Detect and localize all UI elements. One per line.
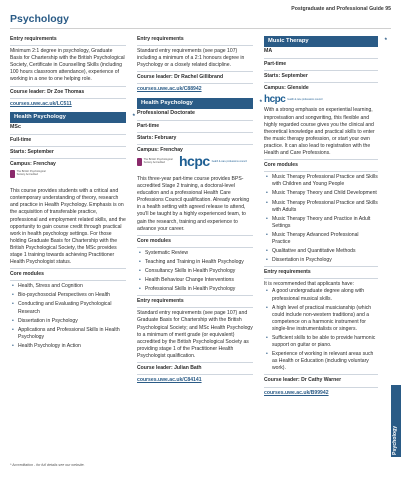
course-campus: Campus: Frenchay: [137, 146, 183, 153]
course-title: Health Psychology: [141, 99, 193, 106]
course-leader: Course leader: Dr Cathy Warner: [264, 377, 342, 384]
hcpc-subtitle: health & care professions council: [211, 159, 247, 163]
course-starts: Starts: September: [10, 148, 54, 155]
course-leader: Course leader: Dr Rachel Gillibrand: [137, 74, 224, 81]
divider: [137, 374, 253, 375]
module-item: • Teaching and Training in Health Psychology: [145, 259, 253, 266]
divider: [10, 86, 126, 87]
divider: [10, 45, 126, 46]
bps-logo: [10, 170, 46, 184]
module-item: • Bio-psychosocial Perspectives on Health: [18, 292, 126, 299]
course-title-band: [10, 112, 135, 123]
entry-heading: Entry requirements: [264, 269, 311, 276]
course-description: This course provides students with a critical and contemporary understanding of theory, research and practice in Health Psychology. Emphasis is on the acquisition of transferable practice, professional and employment related skills, and the opportunity to gain course credit through practical work in health psychology settings. For those holding Graduate Basis for Chartership with the British Psychological Society, the MSc provides stage 1 training towards achieving Practitioner Health Psychologist status.: [10, 188, 126, 266]
bps-mark-icon: [137, 158, 142, 166]
side-tab-label: Psychology: [392, 425, 398, 455]
divider: [137, 295, 253, 296]
divider: [10, 268, 126, 269]
course-link[interactable]: courses.uwe.ac.uk/C88942: [137, 86, 202, 93]
divider: [137, 307, 253, 308]
hcpc-subtitle: health & care professions council: [287, 98, 323, 102]
course-link[interactable]: courses.uwe.ac.uk/LC511: [10, 100, 72, 107]
bps-mark-icon: [10, 170, 15, 178]
module-item: • Music Therapy Professional Practice and Skills with Adults: [272, 200, 378, 214]
course-campus: Campus: Glenside: [264, 85, 309, 92]
entry-item: • A high level of practical musicianship (which could include non-western traditions) and a competence on a harmonic instrument for single-line instrumentalists or singers.: [272, 305, 378, 333]
entry-intro: It is recommended that applicants have:: [264, 281, 355, 288]
module-item: • Health, Stress and Cognition: [18, 283, 126, 290]
course-campus: Campus: Frenchay: [10, 161, 56, 168]
divider: [137, 120, 253, 121]
module-item: • Music Therapy Advanced Professional Practice: [272, 232, 378, 246]
divider: [264, 171, 378, 172]
page-title: Psychology: [10, 13, 69, 25]
entry-text-2: Standard entry requirements (see page 107) and Graduate Basis for Chartership with the British Psychological Society; and MSc Health Psychology to a minimum of merit grade (or equivalent) accredited by the British Psychological Society as providing stage 1 of the Practitioner Health Psychologist qualification.: [137, 310, 253, 359]
course-award: MSc: [10, 123, 21, 130]
course-link[interactable]: courses.uwe.ac.uk/B99942: [264, 389, 329, 396]
module-item: • Health Behaviour Change Interventions: [145, 277, 253, 284]
column-1: [10, 36, 135, 352]
course-mode: Part-time: [137, 122, 160, 129]
entry-list: [264, 288, 378, 372]
guide-header: Postgraduate and Professional Guide 95: [291, 6, 391, 12]
module-item: • Consultancy Skills in Health Psychology: [145, 268, 253, 275]
divider: [137, 247, 253, 248]
divider: [137, 362, 253, 363]
entry-item: • Experience of working in relevant areas such as Health or Education (including voluntary work).: [272, 351, 378, 372]
modules-heading: Core modules: [264, 162, 298, 169]
modules-list: [137, 250, 253, 293]
module-item: • Music Therapy Theory and Child Development: [272, 190, 378, 197]
divider: [264, 159, 378, 160]
title-divider: [10, 28, 391, 29]
divider: [264, 266, 378, 267]
module-item: • Dissertation in Psychology: [18, 318, 126, 325]
divider: [264, 82, 378, 83]
accreditation-star-icon: *: [384, 38, 387, 44]
divider: [264, 70, 378, 71]
module-item: • Conducting and Evaluating Psychological Research: [18, 301, 126, 315]
footnote: * Accreditation - for full details see our website.: [10, 463, 85, 467]
accreditation-logos: [264, 94, 378, 106]
module-item: • Music Therapy Professional Practice and Skills with Children and Young People: [272, 174, 378, 188]
divider: [10, 134, 126, 135]
modules-list: [264, 174, 378, 264]
course-title: Music Therapy: [268, 38, 309, 44]
modules-list: [10, 283, 126, 350]
accreditation-logos: [137, 152, 253, 172]
divider: [10, 146, 126, 147]
course-starts: Starts: February: [137, 134, 177, 141]
course-award: MA: [264, 48, 273, 54]
module-item: • Professional Skills in Health Psychology: [145, 286, 253, 293]
course-title-band: [264, 36, 387, 47]
divider: [10, 280, 126, 281]
module-item: • Applications and Professional Skills in Health Psychology: [18, 327, 126, 341]
divider: [137, 144, 253, 145]
column-2: [137, 36, 262, 384]
bps-logo-text: The British Psychological Society Accredited: [143, 157, 173, 164]
course-description: With a strong emphasis on experiential learning, improvisation and songwriting, this flexible and highly regarded course gives you the clinical and theoretical knowledge and practical skills to enter the music therapy profession, or start your own practice. It can also lead to registration with the Health and Care Professions.: [264, 107, 375, 157]
module-item: • Health Psychology in Action: [18, 343, 126, 350]
module-item: • Dissertation in Psychology: [272, 257, 378, 264]
entry-heading: Entry requirements: [10, 36, 57, 42]
course-title: Health Psychology: [14, 113, 66, 120]
course-leader-2: Course leader: Julian Bath: [137, 365, 202, 371]
divider: [10, 98, 126, 99]
divider: [264, 374, 378, 375]
divider: [137, 83, 253, 84]
entry-item: • A good undergraduate degree along with professional musical skills.: [272, 288, 378, 302]
bps-logo: [137, 158, 173, 172]
bps-logo-text: The British Psychological Society Accredited: [16, 170, 46, 177]
divider: [137, 71, 253, 72]
course-title-band: [137, 98, 262, 109]
divider: [264, 58, 378, 59]
hcpc-logo: [264, 94, 323, 106]
hcpc-wordmark: hcpc: [179, 152, 210, 169]
module-item: • Qualitative and Quantitative Methods: [272, 248, 378, 255]
entry-heading-2: Entry requirements: [137, 298, 184, 305]
entry-item: • Sufficient skills to be able to provide harmonic support on guitar or piano.: [272, 335, 378, 349]
hcpc-logo: [179, 152, 247, 169]
course-leader: Course leader: Dr Zoe Thomas: [10, 88, 85, 95]
divider: [137, 132, 253, 133]
course-mode: Full-time: [10, 136, 32, 143]
entry-text: Minimum 2:1 degree in psychology, Graduate Basis for Chartership with the British Psychological Society, Certificate in Counselling Skills (including 100 hours classroom attendance), experience of working in a one to one helping role.: [10, 48, 125, 83]
divider: [137, 235, 253, 236]
entry-heading: Entry requirements: [137, 36, 184, 42]
accreditation-star-icon: *: [132, 113, 135, 120]
course-link-2[interactable]: courses.uwe.ac.uk/C84141: [137, 377, 202, 384]
column-3: [264, 36, 387, 397]
course-starts: Starts: September: [264, 73, 308, 80]
accreditation-star-icon: *: [259, 99, 262, 106]
hcpc-wordmark: hcpc: [264, 94, 286, 106]
entry-text: Standard entry requirements (see page 107) including a minimum of a 2:1 honours degree in Psychology or a closely related discipline.: [137, 48, 245, 69]
divider: [264, 387, 378, 388]
divider: [137, 45, 253, 46]
modules-heading: Core modules: [10, 271, 44, 278]
course-mode: Part-time: [264, 61, 287, 68]
course-description: This three-year part-time course provides BPS-accredited Stage 2 training, a doctoral-level education and a professional Health Care Professions Council qualification. Already working in a health setting with agreed release to attend, you'll be taught by a highly experienced team, to gain the research, training and experience to advance your career.: [137, 175, 250, 232]
module-item: • Systematic Review: [145, 250, 253, 257]
course-award: Professional Doctorate: [137, 109, 195, 116]
divider: [10, 158, 126, 159]
section-side-tab: [391, 385, 401, 457]
divider: [264, 278, 378, 279]
modules-heading: Core modules: [137, 237, 171, 244]
module-item: • Music Therapy Theory and Practice in Adult Settings: [272, 216, 378, 230]
